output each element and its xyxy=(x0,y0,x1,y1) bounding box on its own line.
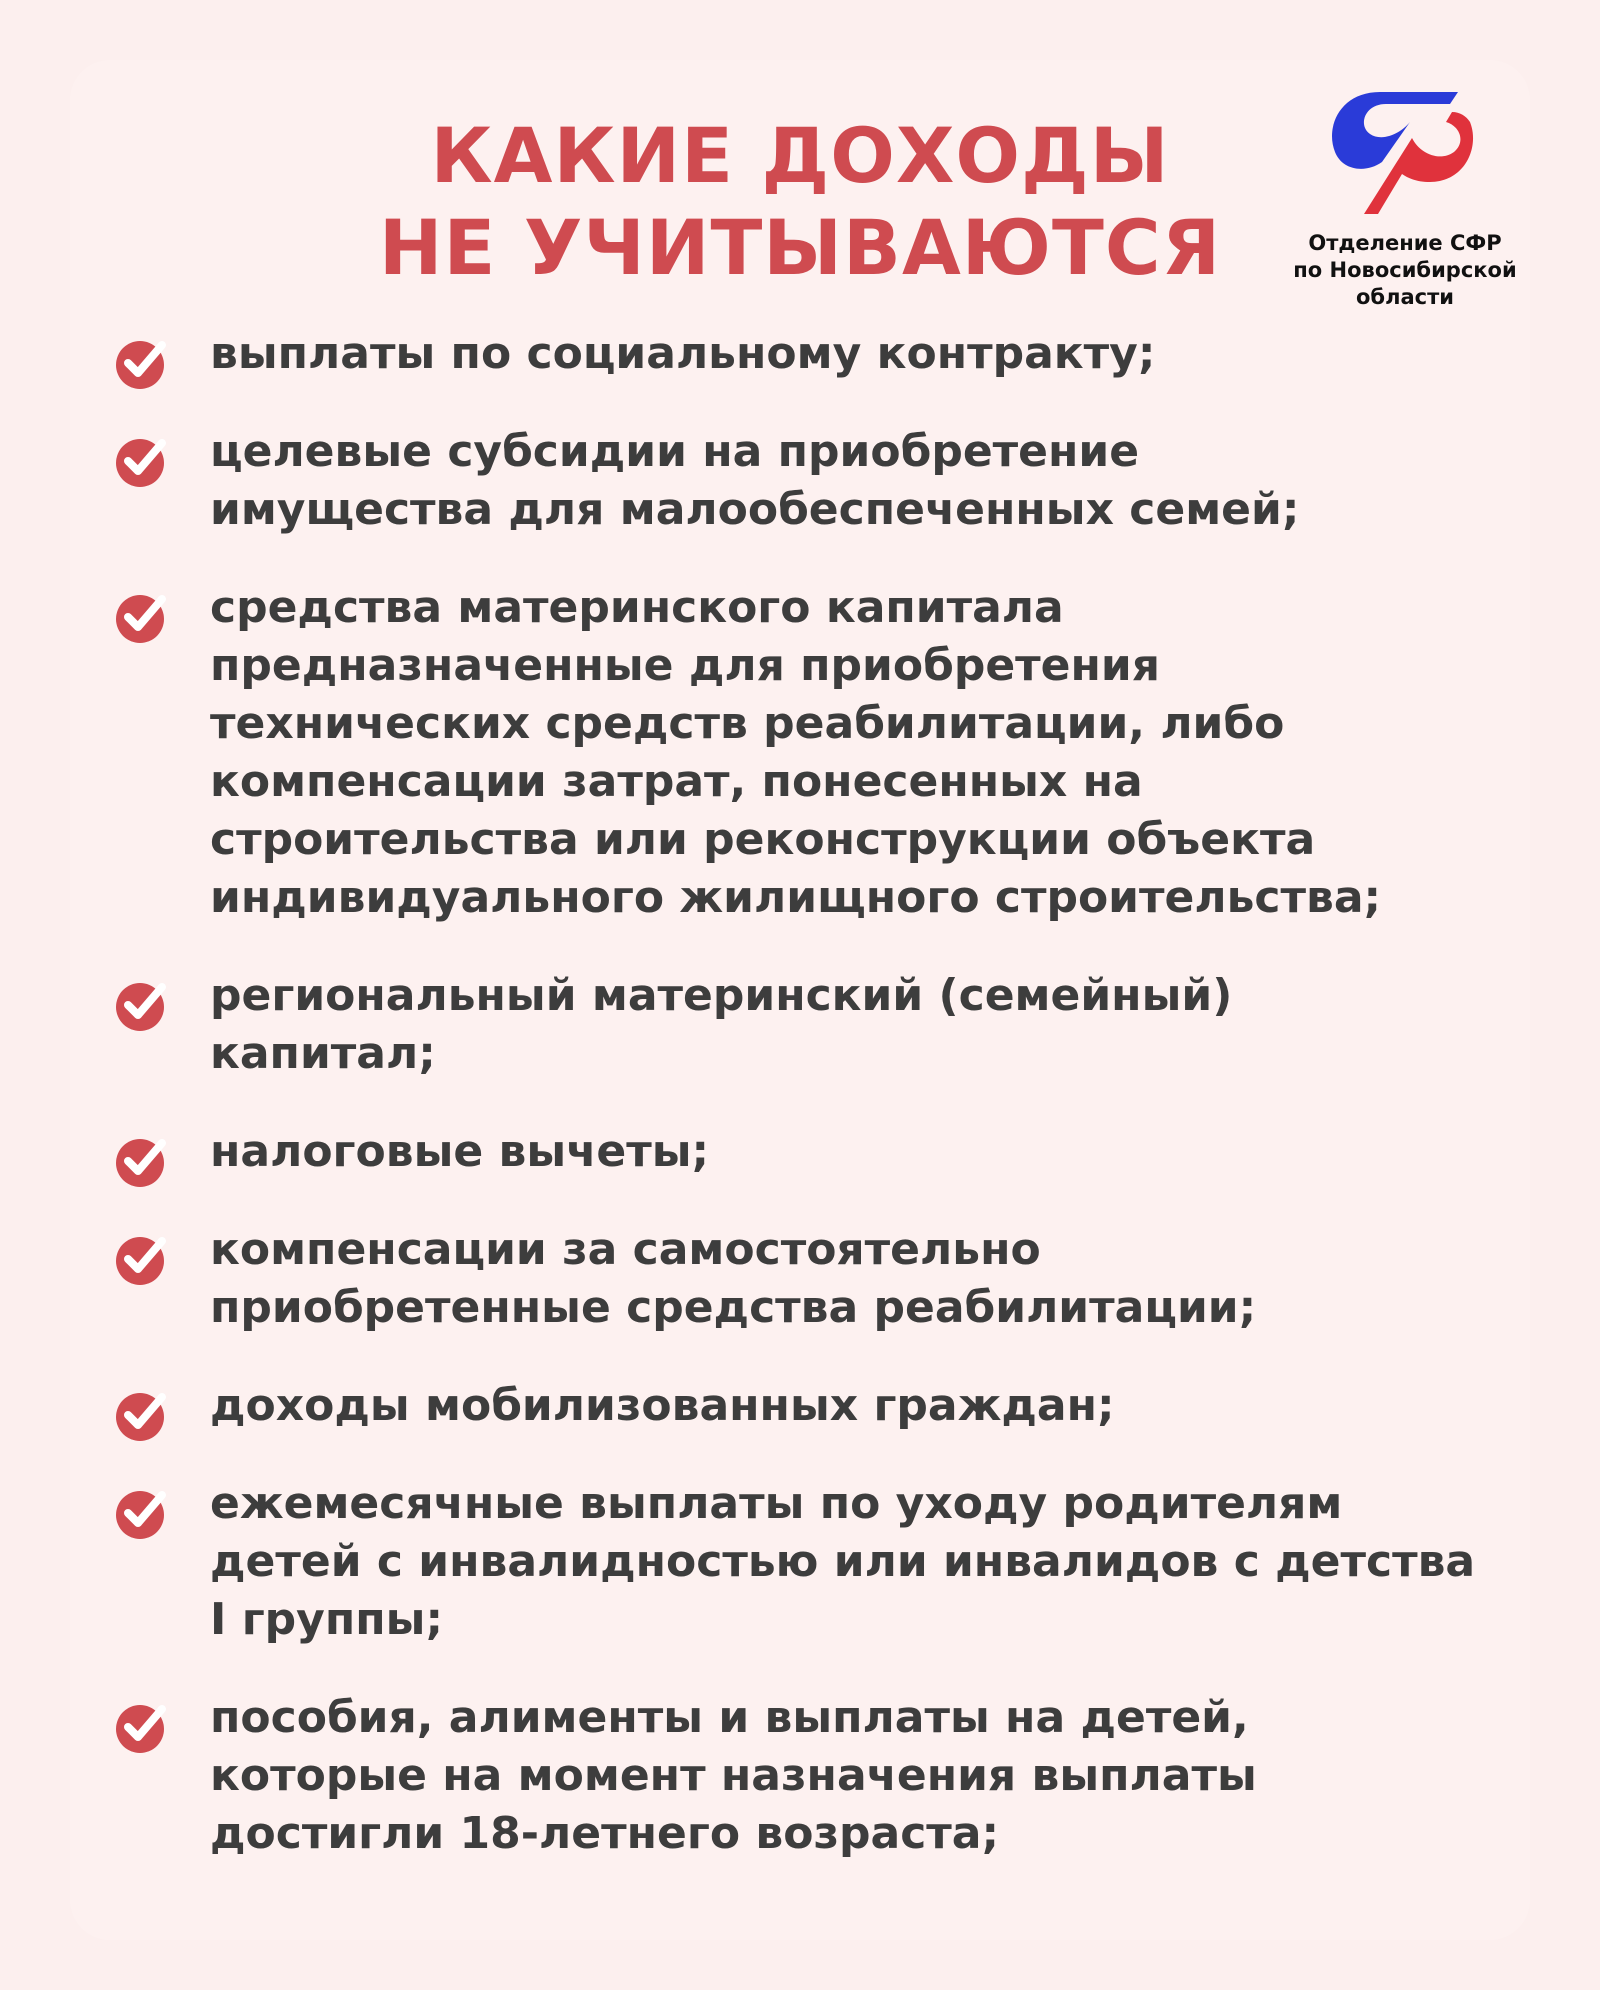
list-item xyxy=(110,967,1540,1083)
check-circle-icon xyxy=(114,1699,170,1755)
check-circle-icon xyxy=(114,977,170,1033)
logo-caption xyxy=(1270,230,1540,311)
list-item-line: целевые субсидии на приобретение xyxy=(210,426,1140,477)
list-item-line: строительства или реконструкции объекта xyxy=(210,814,1316,865)
list-item xyxy=(110,1377,1540,1435)
list-item xyxy=(110,1221,1540,1337)
check-circle-icon xyxy=(114,1133,170,1189)
list-item-line: детей с инвалидностью или инвалидов с детства xyxy=(210,1536,1476,1587)
list-item-line: доходы мобилизованных граждан; xyxy=(210,1380,1115,1431)
list-item-line: имущества для малообеспеченных семей; xyxy=(210,484,1300,535)
list-item-line: предназначенные для приобретения xyxy=(210,640,1160,691)
list-item-line: которые на момент назначения выплаты xyxy=(210,1750,1257,1801)
list-item xyxy=(110,423,1540,539)
check-circle-icon xyxy=(114,1485,170,1541)
list-item-text xyxy=(210,579,1540,927)
list-item xyxy=(110,1689,1540,1863)
list-item xyxy=(110,1123,1540,1181)
list-item-line: ежемесячные выплаты по уходу родителям xyxy=(210,1478,1343,1529)
list-item-line: налоговые вычеты; xyxy=(210,1126,710,1177)
sfr-logo xyxy=(1270,82,1540,312)
logo-caption-line-3: области xyxy=(1356,285,1454,309)
list-item-text xyxy=(210,1221,1540,1337)
list-item-text xyxy=(210,1123,1540,1181)
list-item-line: приобретенные средства реабилитации; xyxy=(210,1282,1257,1333)
list-item-line: средства материнского капитала xyxy=(210,582,1064,633)
list-item-text xyxy=(210,325,1540,383)
list-item-line: капитал; xyxy=(210,1028,436,1079)
list-item-line: I группы; xyxy=(210,1594,444,1645)
list-item-line: выплаты по социальному контракту; xyxy=(210,328,1156,379)
list-item-text xyxy=(210,1377,1540,1435)
check-circle-icon xyxy=(114,1231,170,1287)
title-line-2: НЕ УЧИТЫВАЮТСЯ xyxy=(378,203,1222,292)
list-item xyxy=(110,1475,1540,1649)
list-item xyxy=(110,579,1540,927)
check-circle-icon xyxy=(114,335,170,391)
list-item-text xyxy=(210,1689,1540,1863)
list-item xyxy=(110,325,1540,383)
list-item-text xyxy=(210,423,1540,539)
list-item-text xyxy=(210,967,1540,1083)
list-item-line: технических средств реабилитации, либо xyxy=(210,698,1285,749)
check-circle-icon xyxy=(114,433,170,489)
check-circle-icon xyxy=(114,1387,170,1443)
list-item-line: пособия, алименты и выплаты на детей, xyxy=(210,1692,1249,1743)
list-item-line: достигли 18-летнего возраста; xyxy=(210,1808,1000,1859)
logo-caption-line-2: по Новосибирской xyxy=(1293,258,1517,282)
list-item-line: компенсации затрат, понесенных на xyxy=(210,756,1143,807)
list-item-text xyxy=(210,1475,1540,1649)
list-item-line: компенсации за самостоятельно xyxy=(210,1224,1041,1275)
list-item-line: индивидуального жилищного строительства; xyxy=(210,872,1382,923)
logo-caption-line-1: Отделение СФР xyxy=(1308,231,1502,255)
list-item-line: региональный материнский (семейный) xyxy=(210,970,1233,1021)
check-circle-icon xyxy=(114,589,170,645)
title-line-1: КАКИЕ ДОХОДЫ xyxy=(430,111,1170,200)
sfr-logo-icon xyxy=(1320,82,1490,222)
income-list xyxy=(110,325,1540,1903)
